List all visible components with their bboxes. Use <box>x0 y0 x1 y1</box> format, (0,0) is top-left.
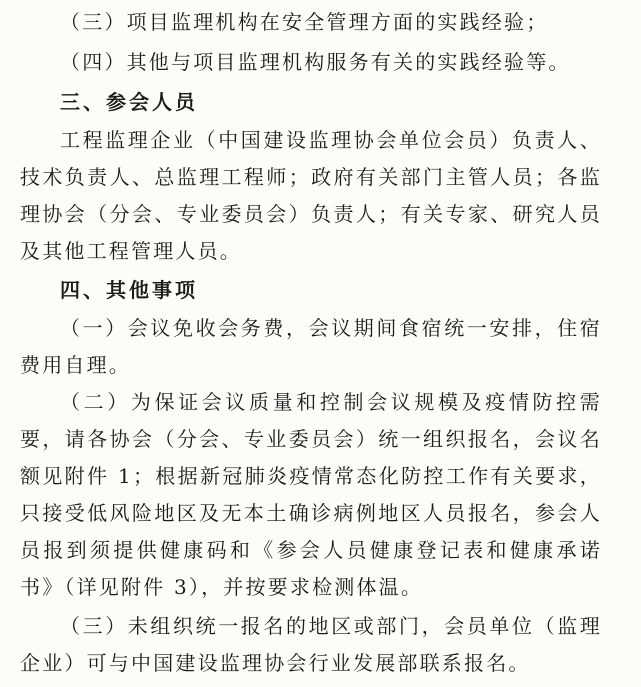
paragraph-attendees: 工程监理企业（中国建设监理协会单位会员）负责人、技术负责人、总监理工程师；政府有关部门主管人员；各监理协会（分会、专业委员会）负责人；有关专家、研究人员及其他工程管理人员。 <box>20 128 602 263</box>
paragraph-item-3: （三）项目监理机构在安全管理方面的实践经验； <box>60 10 549 34</box>
paragraph-item-4: （四）其他与项目监理机构服务有关的实践经验等。 <box>60 50 571 74</box>
paragraph-contact: （三）未组织统一报名的地区或部门，会员单位（监理企业）可与中国建设监理协会行业发展部联系报名。 <box>20 614 602 675</box>
paragraph-registration: （二）为保证会议质量和控制会议规模及疫情防控需要，请各协会（分会、专业委员会）统一组织报名，会议名额见附件 1；根据新冠肺炎疫情常态化防控工作有关要求，只接受低风险地区及无本土确诊病例地区人员报名，参会人员报到须提供健康码和《参会人员健康登记表和健康承诺书》（详见附件 3），并按要求检测体温。 <box>20 390 602 599</box>
section-heading-other-matters: 四、其他事项 <box>60 278 198 302</box>
paragraph-fees: （一）会议免收会务费，会议期间食宿统一安排，住宿费用自理。 <box>20 316 602 377</box>
section-heading-attendees: 三、参会人员 <box>60 90 198 114</box>
